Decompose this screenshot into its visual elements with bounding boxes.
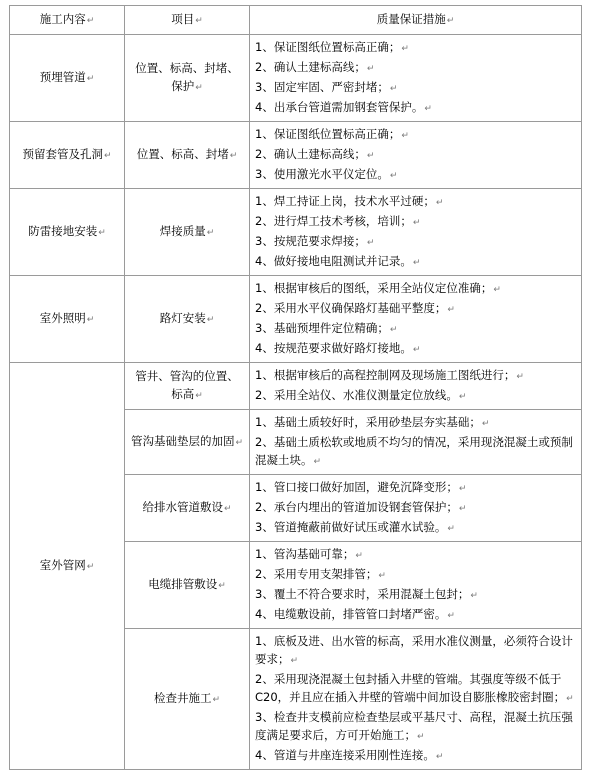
measure-line: 1、保证图纸位置标高正确； — [255, 40, 401, 54]
header-item: 项目↵ — [125, 6, 250, 35]
content-cell: 室外照明↵ — [10, 276, 125, 363]
measure-line: 2、采用专用支架排管； — [255, 567, 378, 581]
measure-line: 3、固定牢固、严密封堵； — [255, 80, 389, 94]
measures-cell: 1、根据审核后的高程控制网及现场施工图纸进行；↵ 2、采用全站仪、水准仪测量定位放线。↵ — [250, 363, 582, 410]
measure-line: 2、确认土建标高线； — [255, 60, 366, 74]
measures-cell: 1、保证图纸位置标高正确；↵ 2、确认土建标高线；↵ 3、固定牢固、严密封堵；↵ 4、出承台管道需加钢套管保护。↵ — [250, 35, 582, 122]
measure-line: 4、出承台管道需加钢套管保护。 — [255, 100, 424, 114]
measure-line: 1、管口接口做好加固，避免沉降变形； — [255, 480, 458, 494]
measure-line: 1、根据审核后的高程控制网及现场施工图纸进行； — [255, 368, 516, 382]
measures-cell: 1、焊工持证上岗，技术水平过硬；↵ 2、进行焊工技术考核，培训；↵ 3、按规范要求焊接；↵ 4、做好接地电阻测试并记录。↵ — [250, 189, 582, 276]
measure-line: 2、进行焊工技术考核，培训； — [255, 214, 412, 228]
table-row — [10, 363, 582, 410]
measure-line: 2、基础土质松软或地质不均匀的情况，采用现浇混凝土或预制混凝土块。 — [255, 435, 573, 467]
measure-line: 2、承台内埋出的管道加设钢套管保护； — [255, 500, 458, 514]
item-cell: 位置、标高、封堵、保护↵ — [125, 35, 250, 122]
content-text: 预留套管及孔洞 — [22, 147, 103, 161]
measure-line: 2、采用水平仪确保路灯基础平整度； — [255, 301, 447, 315]
quality-measures-table — [9, 5, 582, 770]
measure-line: 3、基础预埋件定位精确； — [255, 321, 389, 335]
table-row — [10, 189, 582, 276]
measures-cell: 1、基础土质较好时，采用砂垫层夯实基础；↵ 2、基础土质松软或地质不均匀的情况，采用现浇混凝土或预制混凝土块。↵ — [250, 410, 582, 475]
item-text: 路灯安装 — [159, 311, 206, 325]
header-item-text: 项目 — [171, 12, 195, 26]
measure-line: 3、检查井支模前应检查垫层或平基尺寸、高程，混凝土抗压强度满足要求后，方可开始施工； — [255, 710, 573, 742]
measure-line: 2、采用现浇混凝土包封插入井壁的管端。其强度等级不低于C20，并且应在插入井壁的管端中间加设自膨胀橡胶密封圈； — [255, 672, 566, 704]
item-cell: 路灯安装↵ — [125, 276, 250, 363]
item-text: 位置、标高、封堵、保护 — [135, 61, 239, 93]
content-cell: 室外管网↵ — [10, 363, 125, 770]
item-cell: 检查井施工↵ — [125, 629, 250, 770]
measures-cell: 1、保证图纸位置标高正确；↵ 2、确认土建标高线；↵ 3、使用激光水平仪定位。↵ — [250, 122, 582, 189]
item-cell: 焊接质量↵ — [125, 189, 250, 276]
item-cell: 电缆排管敷设↵ — [125, 542, 250, 629]
item-text: 位置、标高、封堵 — [136, 147, 229, 161]
header-measures-text: 质量保证措施 — [376, 12, 446, 26]
table-row — [10, 35, 582, 122]
measure-line: 1、焊工持证上岗，技术水平过硬； — [255, 194, 435, 208]
item-text: 管沟基础垫层的加固 — [130, 434, 235, 448]
measures-cell: 1、管沟基础可靠；↵ 2、采用专用支架排管；↵ 3、覆土不符合要求时，采用混凝土包封；↵ 4、电缆敷设前，排管管口封堵严密。↵ — [250, 542, 582, 629]
measure-line: 1、管沟基础可靠； — [255, 547, 355, 561]
item-cell: 管沟基础垫层的加固↵ — [125, 410, 250, 475]
table-header-row — [10, 6, 582, 35]
item-text: 焊接质量 — [159, 224, 206, 238]
measure-line: 4、按规范要求做好路灯接地。 — [255, 341, 412, 355]
content-cell: 预埋管道↵ — [10, 35, 125, 122]
measure-line: 1、保证图纸位置标高正确； — [255, 127, 401, 141]
content-text: 室外照明 — [39, 311, 86, 325]
header-content-text: 施工内容 — [39, 12, 86, 26]
measure-line: 4、电缆敷设前，排管管口封堵严密。 — [255, 607, 447, 621]
measure-line: 3、按规范要求焊接； — [255, 234, 366, 248]
measures-cell: 1、根据审核后的图纸，采用全站仪定位准确；↵ 2、采用水平仪确保路灯基础平整度；↵ 3、基础预埋件定位精确；↵ 4、按规范要求做好路灯接地。↵ — [250, 276, 582, 363]
item-cell: 给排水管道敷设↵ — [125, 475, 250, 542]
measure-line: 4、做好接地电阻测试并记录。 — [255, 254, 412, 268]
item-text: 检查井施工 — [153, 691, 212, 705]
table-row — [10, 276, 582, 363]
measure-line: 3、覆土不符合要求时，采用混凝土包封； — [255, 587, 470, 601]
measures-cell: 1、管口接口做好加固，避免沉降变形；↵ 2、承台内埋出的管道加设钢套管保护；↵ 3、管道掩蔽前做好试压或灌水试验。↵ — [250, 475, 582, 542]
content-text: 室外管网 — [39, 558, 86, 572]
measure-line: 3、管道掩蔽前做好试压或灌水试验。 — [255, 520, 447, 534]
item-cell: 位置、标高、封堵↵ — [125, 122, 250, 189]
measure-line: 3、使用激光水平仪定位。 — [255, 167, 389, 181]
measure-line: 4、管道与井座连接采用刚性连接。 — [255, 748, 435, 762]
table-row — [10, 122, 582, 189]
item-cell: 管井、管沟的位置、标高↵ — [125, 363, 250, 410]
content-text: 预埋管道 — [39, 70, 86, 84]
header-content: 施工内容↵ — [10, 6, 125, 35]
measure-line: 1、基础土质较好时，采用砂垫层夯实基础； — [255, 415, 481, 429]
measures-cell: 1、底板及进、出水管的标高，采用水准仪测量，必须符合设计要求；↵ 2、采用现浇混凝土包封插入井壁的管端。其强度等级不低于C20，并且应在插入井壁的管端中间加设自膨胀橡胶密封圈；↵ 3、检查井支模前应检查垫层或平基尺寸、高程，混凝土抗压强度满足要求后，方可开始施工；↵ 4、管道与井座连接采用刚性连接。↵ — [250, 629, 582, 770]
item-text: 管井、管沟的位置、标高 — [135, 369, 239, 401]
item-text: 给排水管道敷设 — [142, 500, 223, 514]
content-text: 防雷接地安装 — [28, 224, 98, 238]
content-cell: 预留套管及孔洞↵ — [10, 122, 125, 189]
measure-line: 1、底板及进、出水管的标高，采用水准仪测量，必须符合设计要求； — [255, 634, 573, 666]
header-measures: 质量保证措施↵ — [250, 6, 582, 35]
item-text: 电缆排管敷设 — [148, 577, 218, 591]
measure-line: 1、根据审核后的图纸，采用全站仪定位准确； — [255, 281, 493, 295]
content-cell: 防雷接地安装↵ — [10, 189, 125, 276]
measure-line: 2、采用全站仪、水准仪测量定位放线。 — [255, 388, 458, 402]
measure-line: 2、确认土建标高线； — [255, 147, 366, 161]
